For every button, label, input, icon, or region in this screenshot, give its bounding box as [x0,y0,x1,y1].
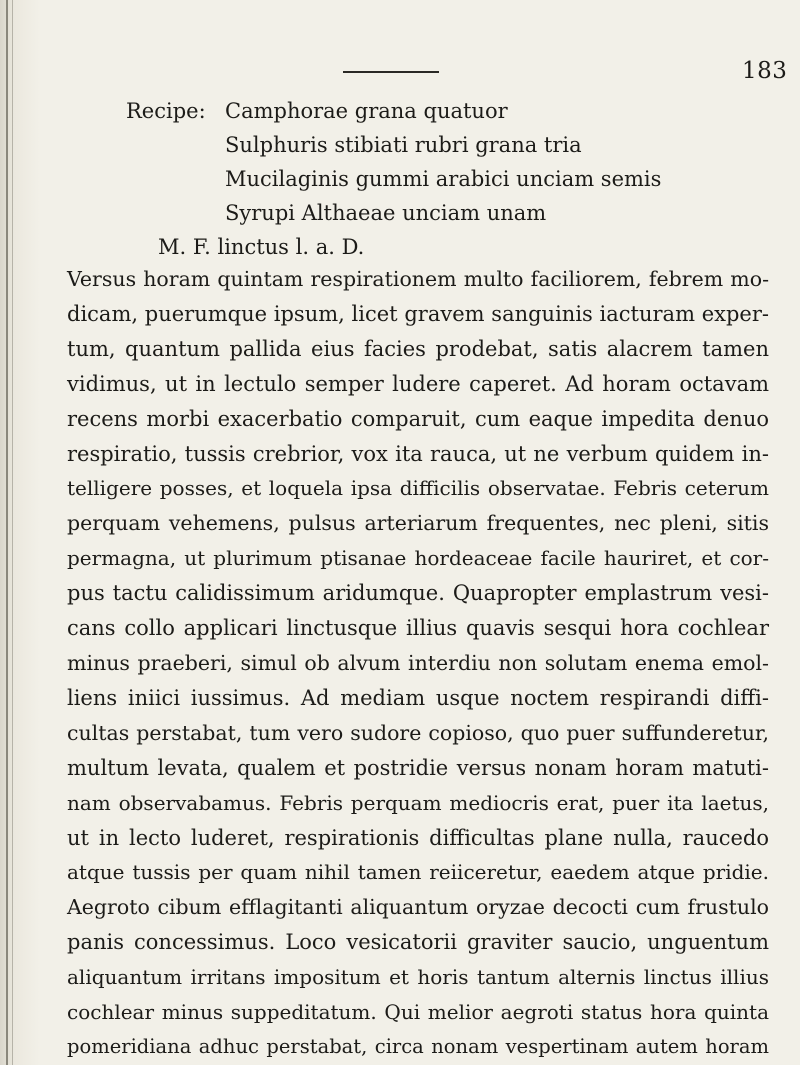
recipe-label: Recipe: [126,99,206,123]
text-line: multum levata, qualem et postridie versus nonam horam matuti- [67,755,769,780]
text-line: nam observabamus. Febris perquam mediocris erat, puer ita laetus, [67,790,769,815]
text-line: minus praeberi, simul ob alvum interdiu non solutam enema emol- [67,650,769,675]
recipe-ingredient: Syrupi Althaeae unciam unam [225,201,547,225]
text-line: atque tussis per quam nihil tamen reiiceretur, eaedem atque pridie. [67,860,769,885]
binding-edge [6,0,8,1065]
text-line: pus tactu calidissimum aridumque. Quapropter emplastrum vesi- [67,581,769,606]
text-line: liens iniici iussimus. Ad mediam usque noctem respirandi diffi- [67,685,769,710]
text-line: cultas perstabat, tum vero sudore copioso, quo puer suffunderetur, [67,720,769,745]
recipe-line [126,94,766,128]
header-rule [343,71,439,73]
text-line: aliquantum irritans impositum et horis tantum alternis linctus illius [67,965,769,990]
recipe-line [126,128,766,162]
text-line: respiratio, tussis crebrior, vox ita rauca, ut ne verbum quidem in- [67,441,769,466]
body-paragraph [67,262,769,1065]
recipe-line [126,196,766,230]
recipe-closing: M. F. linctus l. a. D. [158,235,365,259]
text-line: perquam vehemens, pulsus arteriarum frequentes, nec pleni, sitis [67,511,769,536]
recipe-ingredient: Mucilaginis gummi arabici unciam semis [225,167,662,191]
text-line: pomeridiana adhuc perstabat, circa nonam vespertinam autem horam [67,1034,769,1058]
text-line: telligere posses, et loquela ipsa difficilis observatae. Febris ceterum [67,476,769,501]
text-line: Aegroto cibum efflagitanti aliquantum oryzae decocti cum frustulo [67,895,769,920]
text-line: cans collo applicari linctusque illius quavis sesqui hora cochlear [67,616,769,641]
recipe-line [126,230,766,264]
text-line: recens morbi exacerbatio comparuit, cum eaque impedita denuo [67,406,769,431]
text-line: cochlear minus suppeditatum. Qui melior aegroti status hora quinta [67,1000,769,1025]
binding-edge-inner [12,0,13,1065]
text-line: ut in lecto luderet, respirationis difficultas plane nulla, raucedo [67,825,769,850]
text-line: tum, quantum pallida eius facies prodebat, satis alacrem tamen [67,336,769,361]
text-line: permagna, ut plurimum ptisanae hordeaceae facile hauriret, et cor- [67,546,769,571]
recipe-line [126,162,766,196]
recipe-ingredient: Camphorae grana quatuor [225,99,508,123]
recipe-ingredient: Sulphuris stibiati rubri grana tria [225,133,582,157]
page-number: 183 [742,58,788,84]
text-line: panis concessimus. Loco vesicatorii graviter saucio, unguentum [67,930,769,955]
recipe-block [126,94,766,264]
text-line: Versus horam quintam respirationem multo faciliorem, febrem mo- [67,267,769,291]
text-line: dicam, puerumque ipsum, licet gravem sanguinis iacturam exper- [67,301,769,326]
text-line: vidimus, ut in lectulo semper ludere caperet. Ad horam octavam [67,371,769,396]
